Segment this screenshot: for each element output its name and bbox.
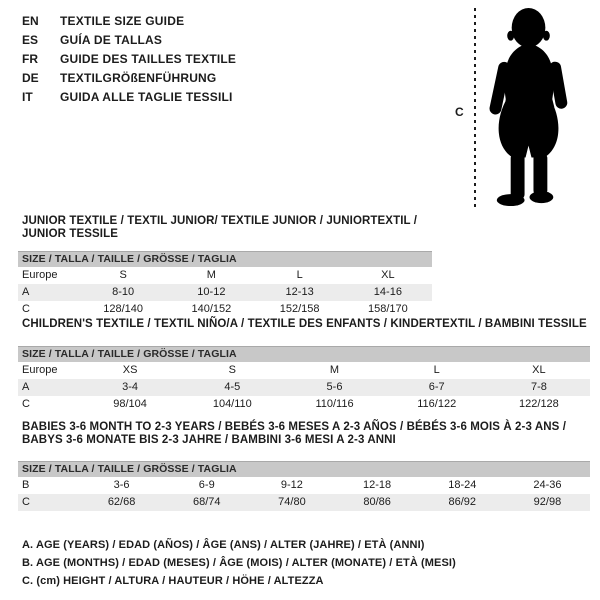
table-row-europe xyxy=(18,267,432,284)
size-header-bar: SIZE / TALLA / TAILLE / GRÖSSE / TAGLIA xyxy=(18,461,590,477)
footnotes xyxy=(22,536,456,590)
height-measure-label: C xyxy=(455,105,464,119)
size-value-cell: 4-5 xyxy=(224,381,241,393)
size-value-cell: 12-13 xyxy=(285,286,314,298)
table-row-c xyxy=(18,301,432,318)
language-row xyxy=(22,88,236,107)
guide-title-es: GUÍA DE TALLAS xyxy=(60,33,163,47)
footnote-line: C. (cm) HEIGHT / ALTURA / HAUTEUR / HÖHE / ALTEZZA xyxy=(22,575,324,587)
language-row xyxy=(22,69,236,88)
size-value-cell: 7-8 xyxy=(530,381,547,393)
size-value-cell: M xyxy=(329,364,340,376)
size-value-cell: 3-4 xyxy=(122,381,139,393)
size-value-cell: S xyxy=(119,269,127,281)
size-value-cell: 18-24 xyxy=(448,479,477,491)
size-table-section xyxy=(18,215,432,318)
size-value-cell: 122/128 xyxy=(519,398,559,410)
language-code: DE xyxy=(22,71,39,85)
language-code: EN xyxy=(22,14,39,28)
size-value-cell: 62/68 xyxy=(107,496,136,508)
size-value-cell: L xyxy=(433,364,440,376)
size-value-cell: 98/104 xyxy=(113,398,147,410)
toddler-silhouette-icon xyxy=(478,4,583,212)
footnote-line: A. AGE (YEARS) / EDAD (AÑOS) / ÂGE (ANS) / ALTER (JAHRE) / ETÀ (ANNI) xyxy=(22,539,425,551)
size-value-cell: 110/116 xyxy=(315,398,354,410)
size-value-cell: M xyxy=(206,269,216,281)
size-value-cell: XL xyxy=(381,269,395,281)
row-label: C xyxy=(22,496,30,508)
size-value-cell: 116/122 xyxy=(417,398,457,410)
size-value-cell: S xyxy=(228,364,236,376)
language-code: FR xyxy=(22,52,38,66)
size-value-cell: L xyxy=(296,269,303,281)
row-label: C xyxy=(22,303,30,315)
table-title: BABIES 3-6 MONTH TO 2-3 YEARS / BEBÉS 3-6 MESES A 2-3 AÑOS / BÉBÉS 3-6 MOIS À 2-3 ANS / BABYS 3-6 MONATE BIS 2-3 JAHRE / BAMBINI 3-6 MESI A 2-3 ANNI xyxy=(22,421,566,446)
row-label: B xyxy=(22,479,30,491)
size-value-cell: 68/74 xyxy=(192,496,221,508)
size-table-section xyxy=(18,318,590,413)
footnote-line: B. AGE (MONTHS) / EDAD (MESES) / ÂGE (MOIS) / ALTER (MONATE) / ETÀ (MESI) xyxy=(22,557,456,569)
size-value-cell: XL xyxy=(532,364,546,376)
size-value-cell: 14-16 xyxy=(373,286,402,298)
row-label: Europe xyxy=(22,364,58,376)
size-header-bar: SIZE / TALLA / TAILLE / GRÖSSE / TAGLIA xyxy=(18,346,590,362)
size-value-cell: 152/158 xyxy=(279,303,320,315)
size-value-cell: 128/140 xyxy=(103,303,143,315)
size-value-cell: 74/80 xyxy=(278,496,306,508)
size-value-cell: 140/152 xyxy=(191,303,232,315)
size-value-cell: 6-9 xyxy=(198,479,215,491)
size-value-cell: 3-6 xyxy=(113,479,130,491)
size-value-cell: 104/110 xyxy=(212,398,252,410)
language-row xyxy=(22,50,236,69)
size-value-cell: XS xyxy=(122,364,138,376)
language-row xyxy=(22,31,236,50)
size-value-cell: 24-36 xyxy=(533,479,562,491)
row-label: A xyxy=(22,381,30,393)
language-code: ES xyxy=(22,33,39,47)
table-row-a xyxy=(18,284,432,301)
height-measure-dashed-line xyxy=(474,8,476,207)
table-row-c xyxy=(18,494,590,511)
size-value-cell: 86/92 xyxy=(448,496,477,508)
language-code: IT xyxy=(22,90,33,104)
row-label: Europe xyxy=(22,269,58,281)
table-title: JUNIOR TEXTILE / TEXTIL JUNIOR/ TEXTILE JUNIOR / JUNIORTEXTIL / JUNIOR TESSILE xyxy=(22,215,418,240)
size-value-cell: 9-12 xyxy=(280,479,303,491)
table-title: CHILDREN'S TEXTILE / TEXTIL NIÑO/A / TEXTILE DES ENFANTS / KINDERTEXTIL / BAMBINI TESSILE xyxy=(22,318,587,330)
guide-title-it: GUIDA ALLE TAGLIE TESSILI xyxy=(60,90,233,104)
table-row-europe xyxy=(18,362,590,379)
language-row xyxy=(22,12,236,31)
size-header-bar: SIZE / TALLA / TAILLE / GRÖSSE / TAGLIA xyxy=(18,251,432,267)
size-value-cell: 10-12 xyxy=(197,286,226,298)
size-table-section xyxy=(18,421,590,511)
guide-title-de: TEXTILGRÖßENFÜHRUNG xyxy=(60,71,217,85)
table-row-c xyxy=(18,396,590,413)
size-value-cell: 5-6 xyxy=(326,381,343,393)
size-value-cell: 12-18 xyxy=(363,479,392,491)
guide-title-en: TEXTILE SIZE GUIDE xyxy=(60,14,185,28)
table-row-b xyxy=(18,477,590,494)
row-label: C xyxy=(22,398,30,410)
size-value-cell: 92/98 xyxy=(533,496,562,508)
size-value-cell: 6-7 xyxy=(428,381,445,393)
language-header xyxy=(22,12,236,107)
table-row-a xyxy=(18,379,590,396)
size-value-cell: 8-10 xyxy=(112,286,135,298)
size-value-cell: 158/170 xyxy=(367,303,408,315)
row-label: A xyxy=(22,286,30,298)
guide-title-fr: GUIDE DES TAILLES TEXTILE xyxy=(60,52,237,66)
size-value-cell: 80/86 xyxy=(363,496,391,508)
